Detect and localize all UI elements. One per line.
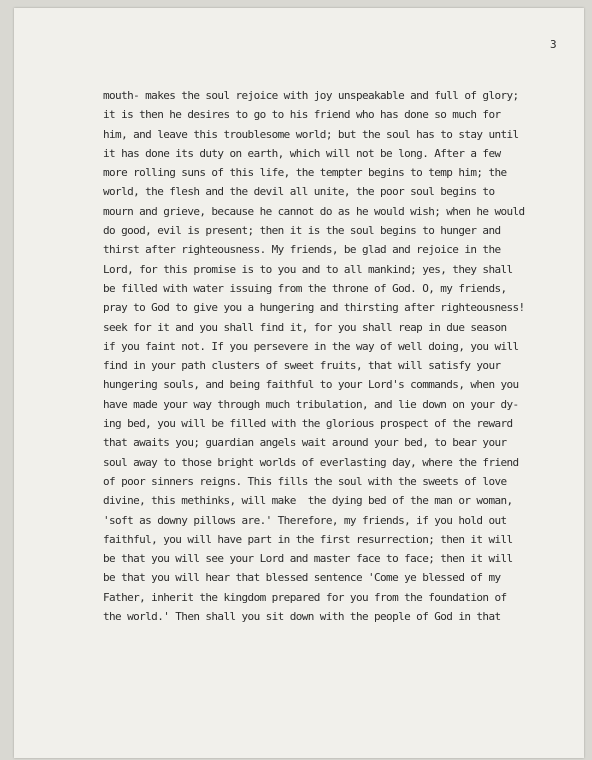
text-line: be filled with water issuing from the throne of God. O, my friends, — [103, 281, 507, 295]
text-line: be that you will hear that blessed sentence 'Come ye blessed of my — [103, 571, 501, 585]
text-line: faithful, you will have part in the first resurrection; then it will — [103, 532, 513, 546]
text-line: it has done its duty on earth, which will not be long. After a few — [103, 146, 501, 160]
page-number: 3 — [550, 38, 557, 51]
text-line: if you faint not. If you persevere in the way of well doing, you will — [103, 339, 519, 353]
text-line: mouth- makes the soul rejoice with joy unspeakable and full of glory; — [103, 89, 519, 102]
text-line: divine, this methinks, will make the dying bed of the man or woman, — [103, 494, 513, 508]
text-line: him, and leave this troublesome world; but the soul has to stay until — [103, 127, 519, 141]
typewritten-page — [14, 8, 584, 758]
body-text — [103, 86, 592, 626]
text-line: 'soft as downy pillows are.' Therefore, my friends, if you hold out — [103, 513, 507, 527]
text-line: seek for it and you shall find it, for you shall reap in due season — [103, 320, 507, 334]
text-line: of poor sinners reigns. This fills the soul with the sweets of love — [103, 474, 507, 488]
text-line: world, the flesh and the devil all unite, the poor soul begins to — [103, 185, 495, 199]
text-line: Father, inherit the kingdom prepared for you from the foundation of — [103, 590, 507, 604]
text-line: pray to God to give you a hungering and thirsting after righteousness! — [103, 301, 525, 315]
text-line: that awaits you; guardian angels wait around your bed, to bear your — [103, 436, 507, 450]
text-line: it is then he desires to go to his friend who has done so much for — [103, 108, 501, 122]
text-line: soul away to those bright worlds of everlasting day, where the friend — [103, 455, 519, 469]
text-line: ing bed, you will be filled with the glorious prospect of the reward — [103, 417, 513, 431]
text-line: hungering souls, and being faithful to your Lord's commands, when you — [103, 378, 519, 392]
text-line: have made your way through much tribulation, and lie down on your dy- — [103, 397, 519, 411]
text-line: mourn and grieve, because he cannot do as he would wish; when he would — [103, 204, 525, 218]
text-line: the world.' Then shall you sit down with the people of God in that — [103, 610, 501, 624]
text-line: do good, evil is present; then it is the soul begins to hunger and — [103, 224, 501, 238]
text-line: be that you will see your Lord and master face to face; then it will — [103, 552, 513, 566]
text-line: more rolling suns of this life, the tempter begins to temp him; the — [103, 166, 507, 180]
text-line: thirst after righteousness. My friends, be glad and rejoice in the — [103, 243, 501, 257]
text-line: find in your path clusters of sweet fruits, that will satisfy your — [103, 359, 501, 373]
text-line: Lord, for this promise is to you and to all mankind; yes, they shall — [103, 262, 513, 276]
